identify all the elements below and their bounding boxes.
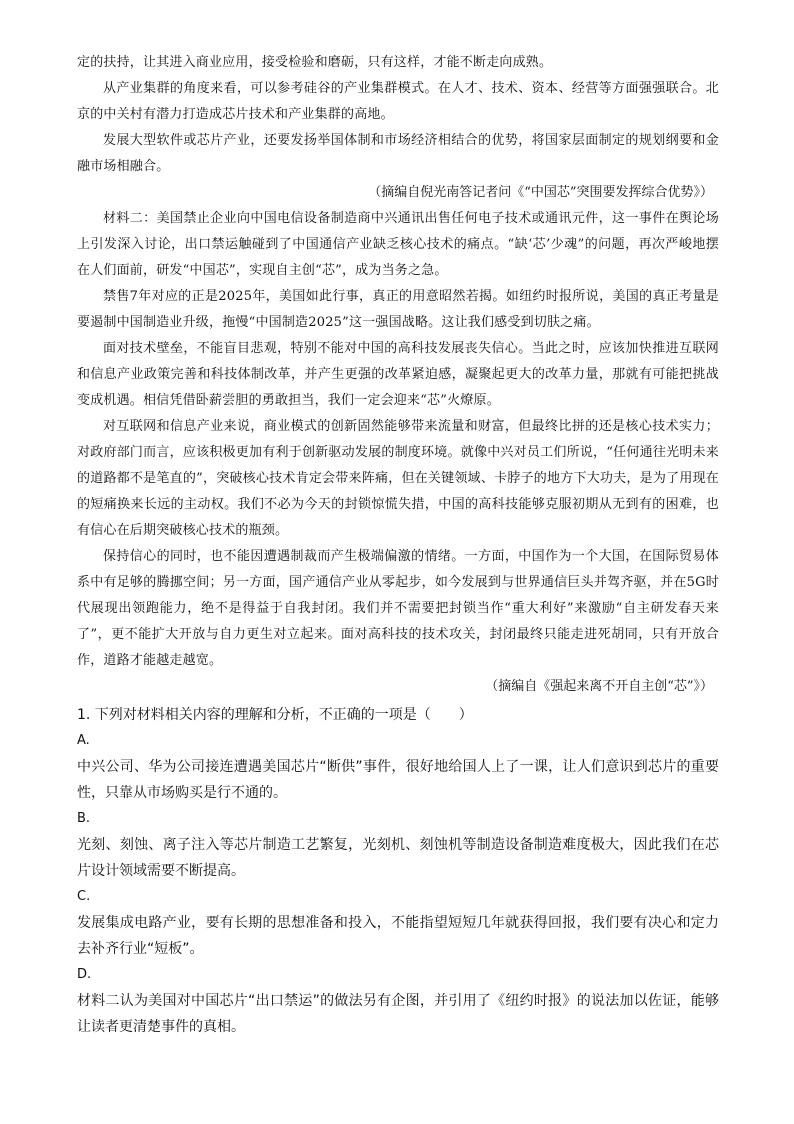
option-label: A.	[77, 733, 90, 748]
option-label: D.	[77, 967, 92, 982]
option-a	[77, 728, 719, 806]
option-text: 中兴公司、华为公司接连遭遇美国芯片“断供”事件，很好地给国人上了一课，让人们意识到芯片的重要性，只靠从市场购买是行不通的。	[77, 759, 719, 801]
source-citation: （摘编自《强起来离不开自主创“芯”》）	[485, 679, 713, 694]
option-label: B.	[77, 811, 91, 826]
option-d	[77, 962, 719, 1040]
material-paragraph: 材料二：美国禁止企业向中国电信设备制造商中兴通讯出售任何电子技术或通讯元件，这一事件在舆论场上引发深入讨论，出口禁运触碰到了中国通信产业缺乏核心技术的痛点。“缺‘芯’少魂”的问题，再次严峻地摆在人们面前，研发“中国芯”，实现自主创“芯”，成为当务之急。	[77, 211, 719, 278]
material-paragraph: 禁售7年对应的正是2025年，美国如此行事，真正的用意昭然若揭。如纽约时报所说，美国的真正考量是要遏制中国制造业升级，拖慢“中国制造2025”这一强国战略。这让我们感受到切肤之痛。	[77, 289, 719, 330]
option-text: 发展集成电路产业，要有长期的思想准备和投入，不能指望短短几年就获得回报，我们要有决心和定力去补齐行业“短板”。	[77, 915, 719, 957]
option-text: 光刻、刻蚀、离子注入等芯片制造工艺繁复，光刻机、刻蚀机等制造设备制造难度极大，因此我们在芯片设计领域需要不断提高。	[77, 837, 719, 879]
question-stem: 1. 下列对材料相关内容的理解和分析，不正确的一项是（ ）	[77, 707, 473, 723]
option-b	[77, 806, 719, 884]
page-content	[77, 50, 719, 1040]
option-c	[77, 884, 719, 962]
material-paragraph: 面对技术壁垒，不能盲目悲观，特别不能对中国的高科技发展丧失信心。当此之时，应该加快推进互联网和信息产业政策完善和科技体制改革，并产生更强的改革紧迫感，凝聚起更大的改革力量，那就有可能把挑战变成机遇。相信凭借卧薪尝胆的勇敢担当，我们一定会迎来“芯”火燎原。	[77, 341, 719, 408]
source-citation: （摘编自倪光南答记者问《“中国芯”突围要发挥综合优势》）	[368, 185, 713, 200]
material-paragraph: 保持信心的同时，也不能因遭遇制裁而产生极端偏激的情绪。一方面，中国作为一个大国，在国际贸易体系中有足够的腾挪空间；另一方面，国产通信产业从零起步，如今发展到与世界通信巨头并驾齐驱，并在5G时代展现出领跑能力，绝不是得益于自我封闭。我们并不需要把封锁当作“重大利好”来激励“自主研发春天来了”，更不能扩大开放与自力更生对立起来。面对高科技的技术攻关，封闭最终只能走进死胡同，只有开放合作，道路才能越走越宽。	[77, 549, 719, 668]
material-paragraph: 从产业集群的角度来看，可以参考硅谷的产业集群模式。在人才、技术、资本、经营等方面强强联合。北京的中关村有潜力打造成芯片技术和产业集群的高地。	[77, 81, 719, 122]
option-text: 材料二认为美国对中国芯片“出口禁运”的做法另有企图，并引用了《纽约时报》的说法加以佐证，能够让读者更清楚事件的真相。	[77, 993, 719, 1035]
option-label: C.	[77, 889, 91, 904]
material-paragraph: 对互联网和信息产业来说，商业模式的创新固然能够带来流量和财富，但最终比拼的还是核心技术实力；对政府部门而言，应该积极更加有利于创新驱动发展的制度环境。就像中兴对员工们所说，“任何通往光明未来的道路都不是笔直的”，突破核心技术肯定会带来阵痛，但在关键领域、卡脖子的地方下大功夫，是为了用现在的短痛换来长远的主动权。我们不必为今天的封锁惊慌失措，中国的高科技能够克服初期从无到有的困难，也有信心在后期突破核心技术的瓶颈。	[77, 419, 719, 538]
material-paragraph: 发展大型软件或芯片产业，还要发扬举国体制和市场经济相结合的优势，将国家层面制定的规划纲要和金融市场相融合。	[77, 133, 719, 174]
material-paragraph: 定的扶持，让其进入商业应用，接受检验和磨砺，只有这样，才能不断走向成熟。	[77, 55, 553, 70]
